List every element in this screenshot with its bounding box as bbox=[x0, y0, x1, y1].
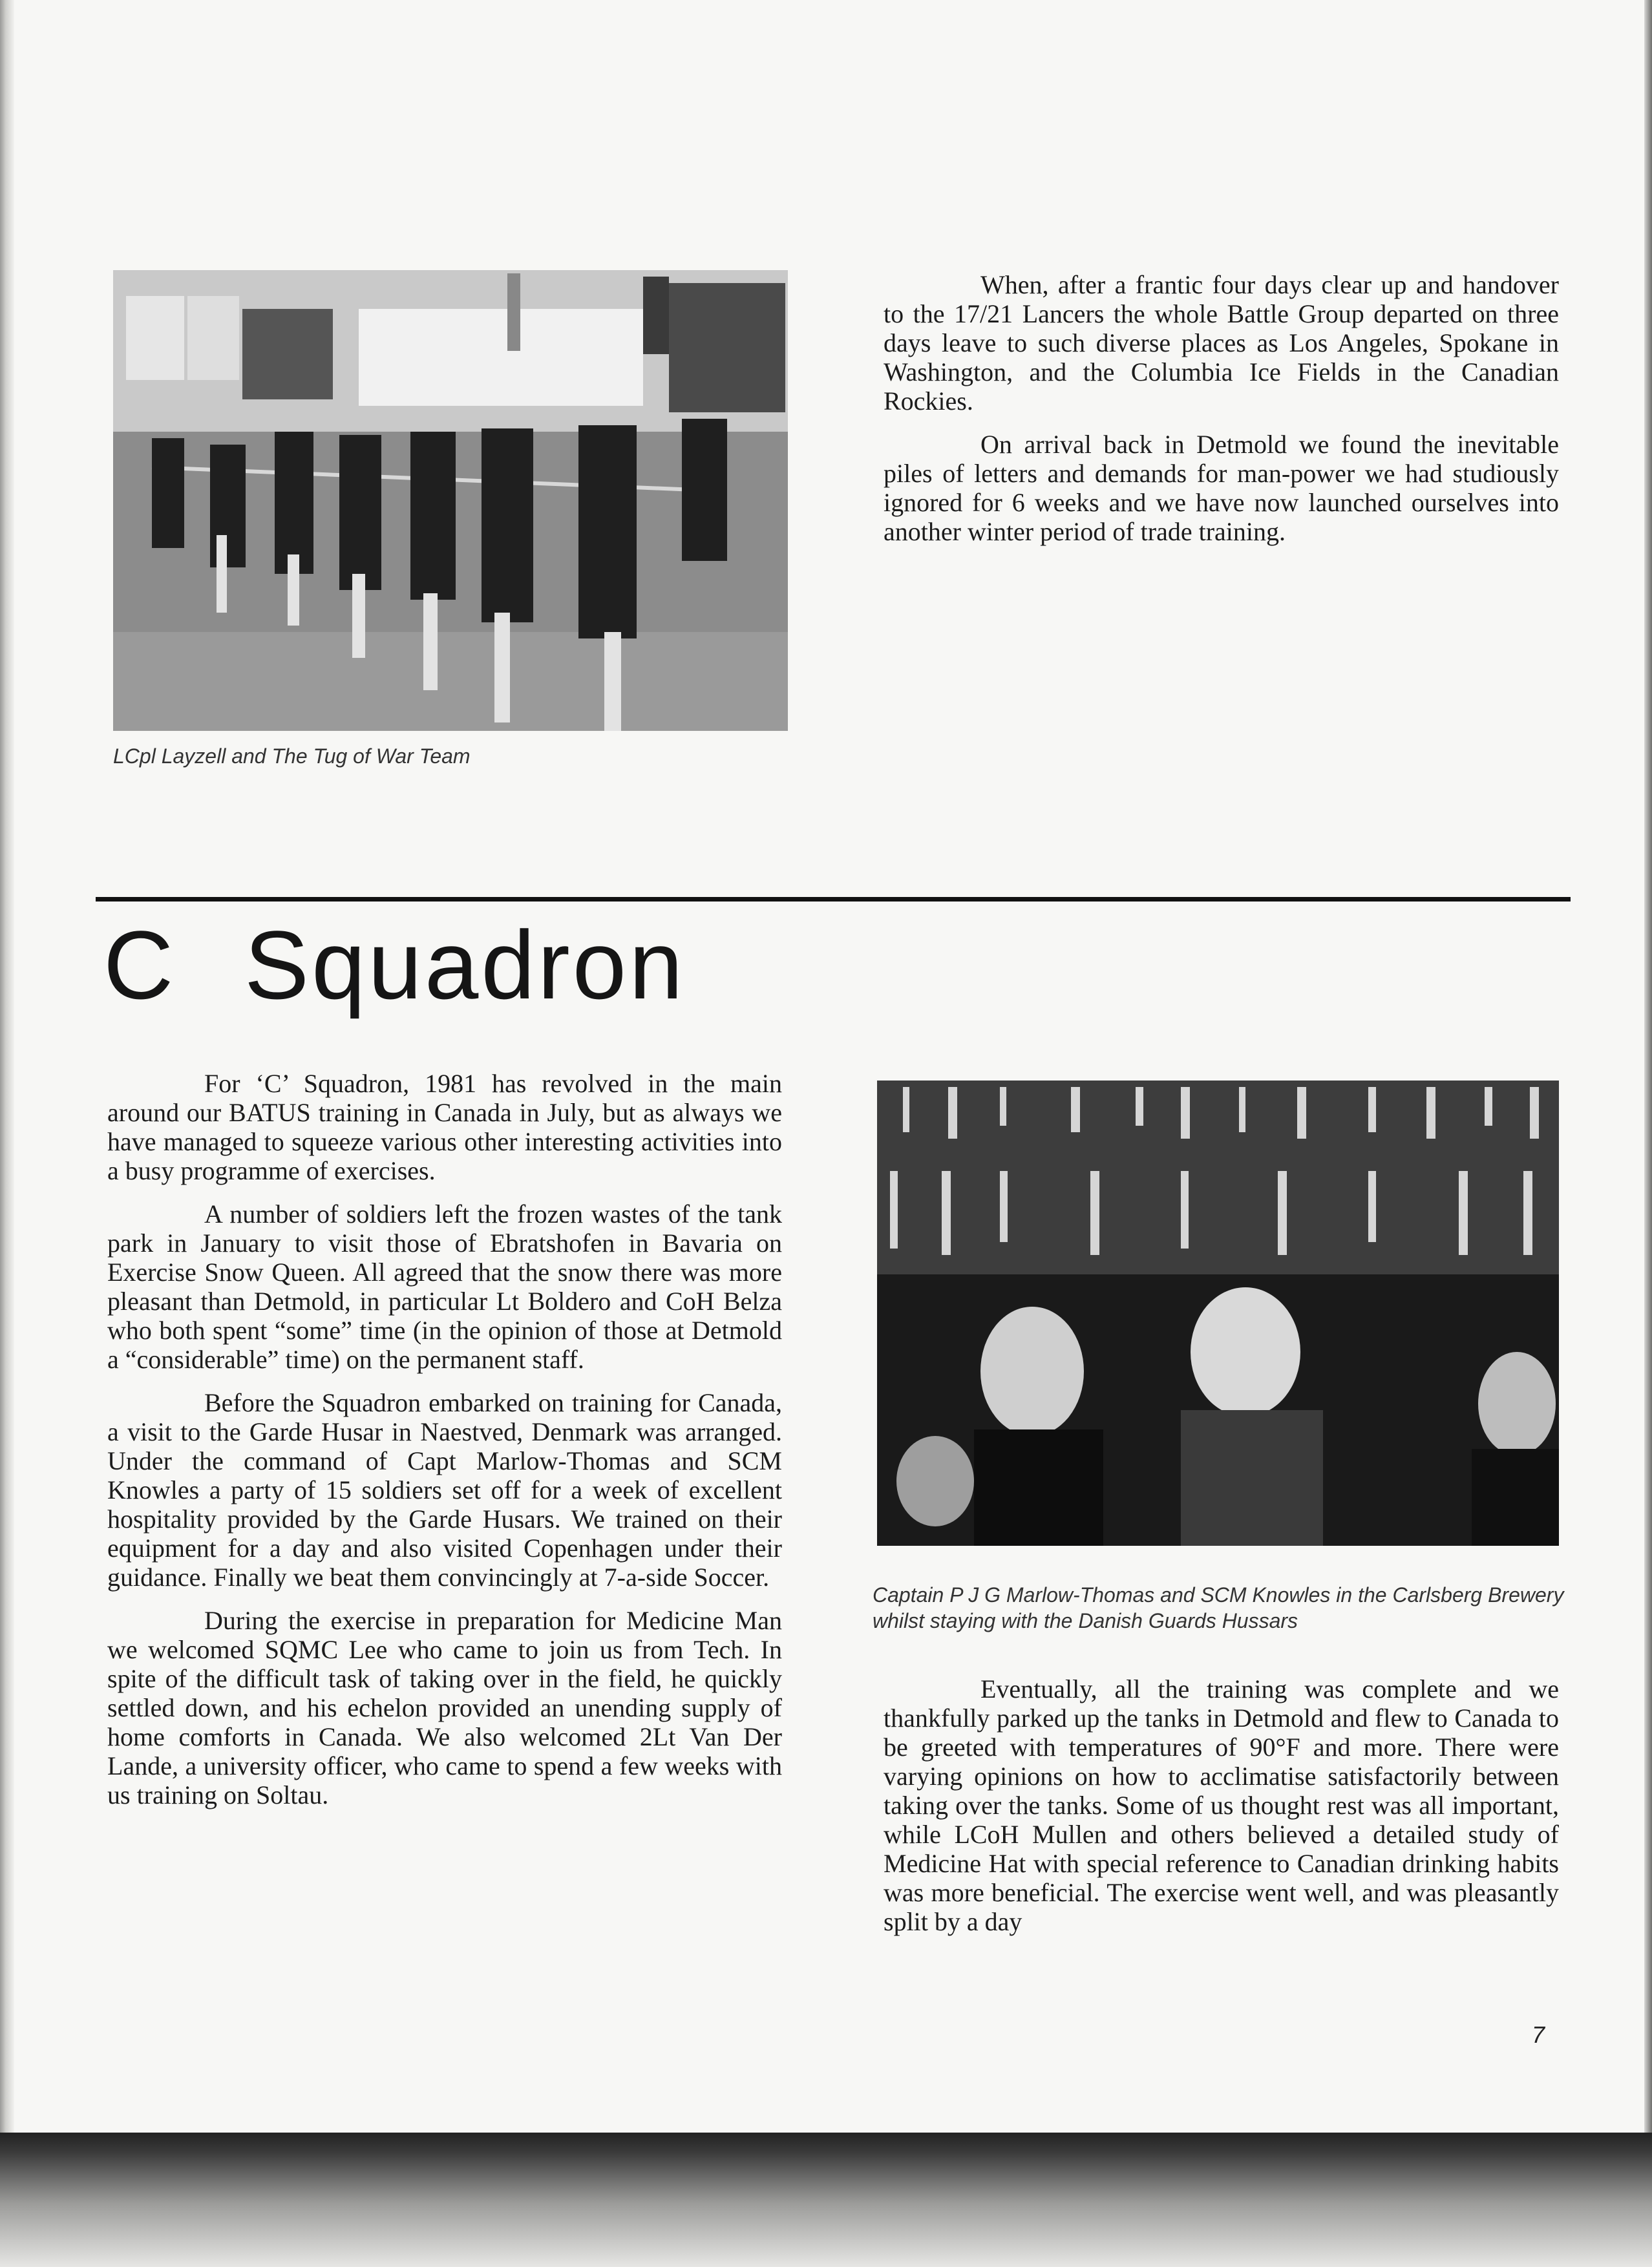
page-right-edge bbox=[1644, 0, 1652, 2267]
carlsberg-brewery-photo bbox=[877, 1081, 1559, 1546]
left-column-text bbox=[107, 1069, 782, 1824]
top-paragraph-2: On arrival back in Detmold we found the inevitable piles of letters and demands for man-power we had studiously ignored for 6 weeks and we have now launched ourselves into another winter period of trade training. bbox=[884, 430, 1559, 546]
left-paragraph-2: A number of soldiers left the frozen wastes of the tank park in January to visit those of Ebratshofen in Bavaria on Exercise Snow Queen. All agreed that the snow there was more pleasant than Detmold, in particular Lt Boldero and CoH Belza who both spent “some” time (in the opinion of those at Detmold a “considerable” time) on the permanent staff. bbox=[107, 1199, 782, 1374]
tug-of-war-caption: LCpl Layzell and The Tug of War Team bbox=[113, 744, 471, 768]
top-paragraph-1: When, after a frantic four days clear up and handover to the 17/21 Lancers the whole Battle Group departed on three days leave to such diverse places as Los Angeles, Spokane in Washington, and the Columbia Ice Fields in the Canadian Rockies. bbox=[884, 270, 1559, 416]
left-paragraph-4: During the exercise in preparation for Medicine Man we welcomed SQMC Lee who came to join us from Tech. In spite of the difficult task of taking over in the field, he quickly settled down, and his echelon provided an unending supply of home comforts in Canada. We also welcomed 2Lt Van Der Lande, a university officer, who came to spend a few weeks with us training on Soltau. bbox=[107, 1606, 782, 1809]
right-paragraph-1: Eventually, all the training was complete and we thankfully parked up the tanks in Detmold and flew to Canada to be greeted with temperatures of 90°F and more. There were varying opinions on how to acclimatise satisfactorily between taking over the tanks. Some of us thought rest was all important, while LCoH Mullen and others believed a detailed study of Medicine Hat with special reference to Canadian drinking habits was more beneficial. The exercise went well, and was pleasantly split by a day bbox=[884, 1674, 1559, 1936]
page-number: 7 bbox=[1532, 2021, 1545, 2048]
left-paragraph-1: For ‘C’ Squadron, 1981 has revolved in the main around our BATUS training in Canada in July, but as always we have managed to squeeze various other interesting activities into a busy programme of exercises. bbox=[107, 1069, 782, 1185]
section-divider bbox=[96, 897, 1571, 902]
tug-of-war-photo bbox=[113, 270, 788, 731]
page-bottom-shadow bbox=[0, 2133, 1652, 2267]
left-paragraph-3: Before the Squadron embarked on training for Canada, a visit to the Garde Husar in Naestved, Denmark was arranged. Under the command of Capt Marlow-Thomas and SCM Knowles a party of 15 soldiers set off for a week of excellent hospitality provided by the Garde Husars. We trained on their equipment for a day and also visited Copenhagen under their guidance. Finally we beat them convincingly at 7-a-side Soccer. bbox=[107, 1388, 782, 1592]
top-right-text bbox=[884, 270, 1559, 560]
section-title: C Squadron bbox=[103, 911, 686, 1019]
right-column-text bbox=[884, 1674, 1559, 1950]
brewery-photo-caption: Captain P J G Marlow-Thomas and SCM Knowles in the Carlsberg Brewery whilst staying with the Danish Guards Hussars bbox=[873, 1583, 1564, 1632]
page-binding-edge bbox=[0, 0, 14, 2267]
